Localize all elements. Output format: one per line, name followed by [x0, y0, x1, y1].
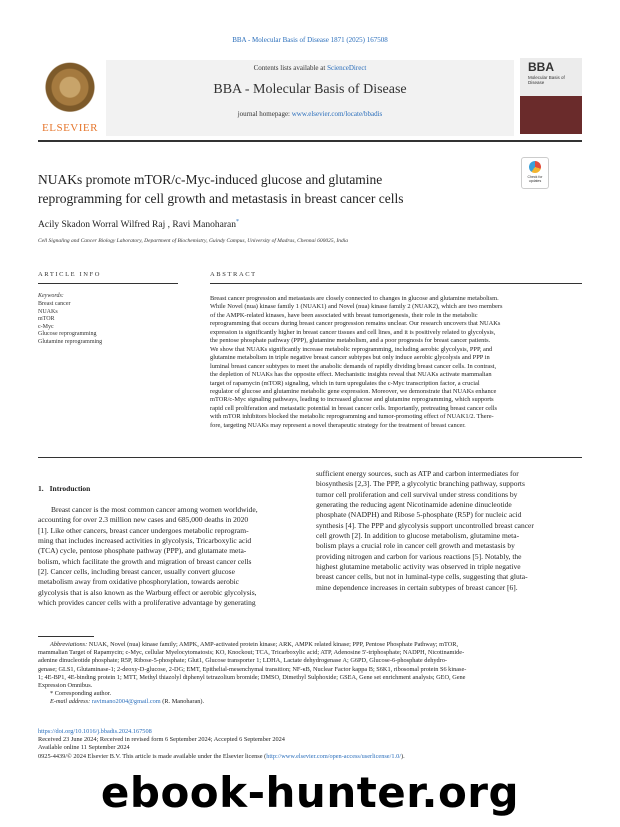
contents-line: Contents lists available at ScienceDirect [253, 64, 367, 72]
keyword: mTOR [38, 316, 55, 322]
journal-header [106, 60, 514, 136]
section-heading-introduction: 1. Introduction [38, 484, 91, 493]
homepage-link[interactable]: www.elsevier.com/locate/bbadis [291, 110, 383, 118]
cover-subtitle: Molecular Basis of Disease [528, 75, 565, 85]
journal-cover [520, 58, 582, 134]
article-title: NUAKs promote mTOR/c-Myc-induced glucose and glutamine reprogramming for cell growth and metastasis in breast cancer cells [38, 172, 404, 206]
check-for-updates-button[interactable]: Check for updates [521, 157, 549, 189]
license-link[interactable]: http://www.elsevier.com/open-access/userlicense/1.0/ [266, 752, 401, 760]
homepage-line: journal homepage: www.elsevier.com/locate/bbadis [237, 110, 383, 118]
elsevier-logo [38, 62, 102, 134]
abbreviations: Abbreviations: NUAK, Novel (nua) kinase family; AMPK, AMP-activated protein kinase; ARK, AMPK related kinase; PPP, Pentose Phosphate Pathway; mTOR, [50, 641, 459, 648]
corresponding-mark[interactable]: * [235, 219, 239, 225]
footnotes: Abbreviations: NUAK, Novel (nua) kinase family; AMPK, AMP-activated protein kinase; ARK, AMPK related kinase; PPP, Pentose Phosphate Pathway; mTOR, mammalian Target of Rapamycin; c-Myc, cellular Myelocytomatosis; KO, Knockout; TCA, Tricarboxylic acid; ATP, Adenosine 5'-triphosphate; NADPH, Nicotinamide- adenine dinucleotide phosphate; R5P, Ribose-5-phosphate; Glut1, Glucose transporter 1; LDHA, Lactate dehydrogenase A; G6PD, Glucose-6-phosphate dehydro- genase; GLS1, Glutaminase-1; 2-deoxy-D-glucose, 2-DG; EMT, Epithelial-mesenchymal transition; NF-κB, Nuclear Factor kappa B; S6K1, ribosomal protein S6 kinase- 1; 4E-BP1, 4E-binding protein 1; MTT, Methyl thiazolyl diphenyl tetrazolium bromide; DMSO, Dimethyl Sulphoxide; GSEA, Gene set enrichment analysis; GEO, Gene Expression Omnibus. * Corresponding author. E-mail address: ravimano2004@gmail.com (R. Manoharan). [38, 641, 582, 707]
article-metadata [38, 728, 405, 761]
license-line: 0925-4439/© 2024 Elsevier B.V. This article is made available under the Elsevier license (http://www.elsevier.com/open-access/userlicense/1.0/). [38, 752, 405, 760]
keywords-list [38, 301, 102, 346]
authors: Acily Skadon Worral Wilfred Raj , Ravi Manoharan* [38, 219, 239, 231]
article-info-heading: ARTICLE INFO [38, 271, 102, 278]
keyword: Breast cancer [38, 301, 71, 307]
keyword: Glucose reprogramming [38, 331, 97, 337]
doi-link[interactable]: https://doi.org/10.1016/j.bbadis.2024.167508 [38, 728, 152, 735]
sciencedirect-link[interactable]: ScienceDirect [327, 64, 367, 72]
header-rule [38, 140, 582, 142]
received-dates: Received 23 June 2024; Received in revised form 6 September 2024; Accepted 6 September 2024 [38, 736, 285, 744]
available-date: Available online 11 September 2024 [38, 744, 130, 752]
abstract-rule [38, 457, 582, 458]
abstract-text: Breast cancer progression and metastasis are closely connected to changes in glucose and glutamine metabolism. While Novel (nua) kinase family 1 (NUAK1) and Novel (nua) kinase family 2 (NUAK2), which are two members of the AMPK-related kinases, have been associated with breast tumorigenesis, their role in the metabolic reprogramming that occurs during breast cancer progression remains unclear. Our research uncovers that NUAKs expression is significantly higher in breast cancer tissues and cell lines, and it is positively related to glycolysis, the pentose phosphate pathway (PPP), glutamine metabolism, and a poor prognosis for breast cancer patients. We show that NUAKs significantly increase metabolic reprogramming, including aerobic glycolysis, PPP, and glutamine metabolism in triple negative breast cancer subtypes but only induce aerobic glycolysis and PPP in luminal breast cancer subtypes to meet the anabolic demands of rapidly dividing breast cancer cells. In contrast, the depletion of NUAKs has the opposite effect. Mechanistic insights reveal that NUAKs activate mammalian target of rapamycin (mTOR) signaling, which in turn upregulates the c-Myc transcription factor, a crucial regulator of glucose and glutamine metabolic gene expression. Moreover, we demonstrate that NUAKs enhance mTOR/c-Myc signaling pathways, leading to increased glucose and glutamine reprogramming, which supports rapid cell proliferation and metastatic potential in breast cancer cells. Importantly, pretreating breast cancer cells with mTOR inhibitors blocked the metabolic reprogramming and tumor-promoting effect of NUAK1/2. There- fore, targeting NUAKs may represent a novel therapeutic strategy for the treatment of breast cancer. [210, 295, 503, 429]
elsevier-wordmark: ELSEVIER [42, 122, 98, 134]
email-line: E-mail address: ravimano2004@gmail.com (R. Manoharan). [50, 698, 205, 706]
journal-name: BBA - Molecular Basis of Disease [213, 82, 407, 97]
intro-right-column: sufficient energy sources, such as ATP and carbon intermediates for biosynthesis [2,3]. The PPP, a glycolytic branching pathway, supports tumor cell proliferation and cell survival under stress conditions by generating the reducing agent Nicotinamide adenine dinucleotide phosphate (NADPH) and Ribose 5-phosphate (R5P) for nucleic acid synthesis [4]. The PPP and glycolysis support uncontrolled breast cancer cell growth [2]. In addition to glucose metabolism, glutamine meta- bolism plays a crucial role in cancer cell growth and metastasis by providing nitrogen and carbon for various reactions [5]. Notably, the highest glutamine metabolic activity was observed in triple negative breast cancer cells, but not in luminal-type cells, suggesting that gluta- mine dependence increases in certain subtypes of breast cancer [6]. [316, 469, 534, 592]
journal-reference[interactable]: BBA - Molecular Basis of Disease 1871 (2025) 167508 [232, 36, 388, 44]
keywords-title: Keywords: [38, 293, 64, 299]
intro-left-column: Breast cancer is the most common cancer among women worldwide, accounting for over 2.3 million new cases and 685,000 deaths in 2020 [1]. Like other cancers, breast cancer undergoes metabolic reprogram- ming that includes increased activities in glycolysis, Tricarboxylic acid (TCA) cycle, pentose phosphate pathway (PPP), and glutamate meta- bolism, which facilitate the growth and migration of breast cancer cells [2]. Cancer cells, including breast cancer, usually convert glucose metabolism away from oxidative phosphorylation, towards aerobic glycolysis that is also known as the Warburg effect or aerobic glycolysis, which provides cancer cells with a proliferative advantage by generating [38, 505, 258, 608]
keyword: NUAKs [38, 308, 58, 315]
elsevier-tree-icon [44, 62, 96, 118]
keyword: c-Myc [38, 323, 54, 330]
corresponding-author-note: * Corresponding author. [50, 690, 112, 698]
affiliation: Cell Signaling and Cancer Biology Laboratory, Department of Biochemistry, Guindy Campus, University of Madras, Chennai 600025, India [38, 238, 348, 244]
email-link[interactable]: ravimano2004@gmail.com [91, 698, 161, 706]
keyword: Glutamine reprogramming [38, 338, 103, 345]
footnote-rule [38, 636, 94, 637]
cover-title: BBA [528, 60, 554, 74]
abstract-heading: ABSTRACT [210, 271, 257, 278]
watermark: ebook-hunter.org [100, 768, 520, 817]
check-updates-icon [529, 161, 541, 173]
